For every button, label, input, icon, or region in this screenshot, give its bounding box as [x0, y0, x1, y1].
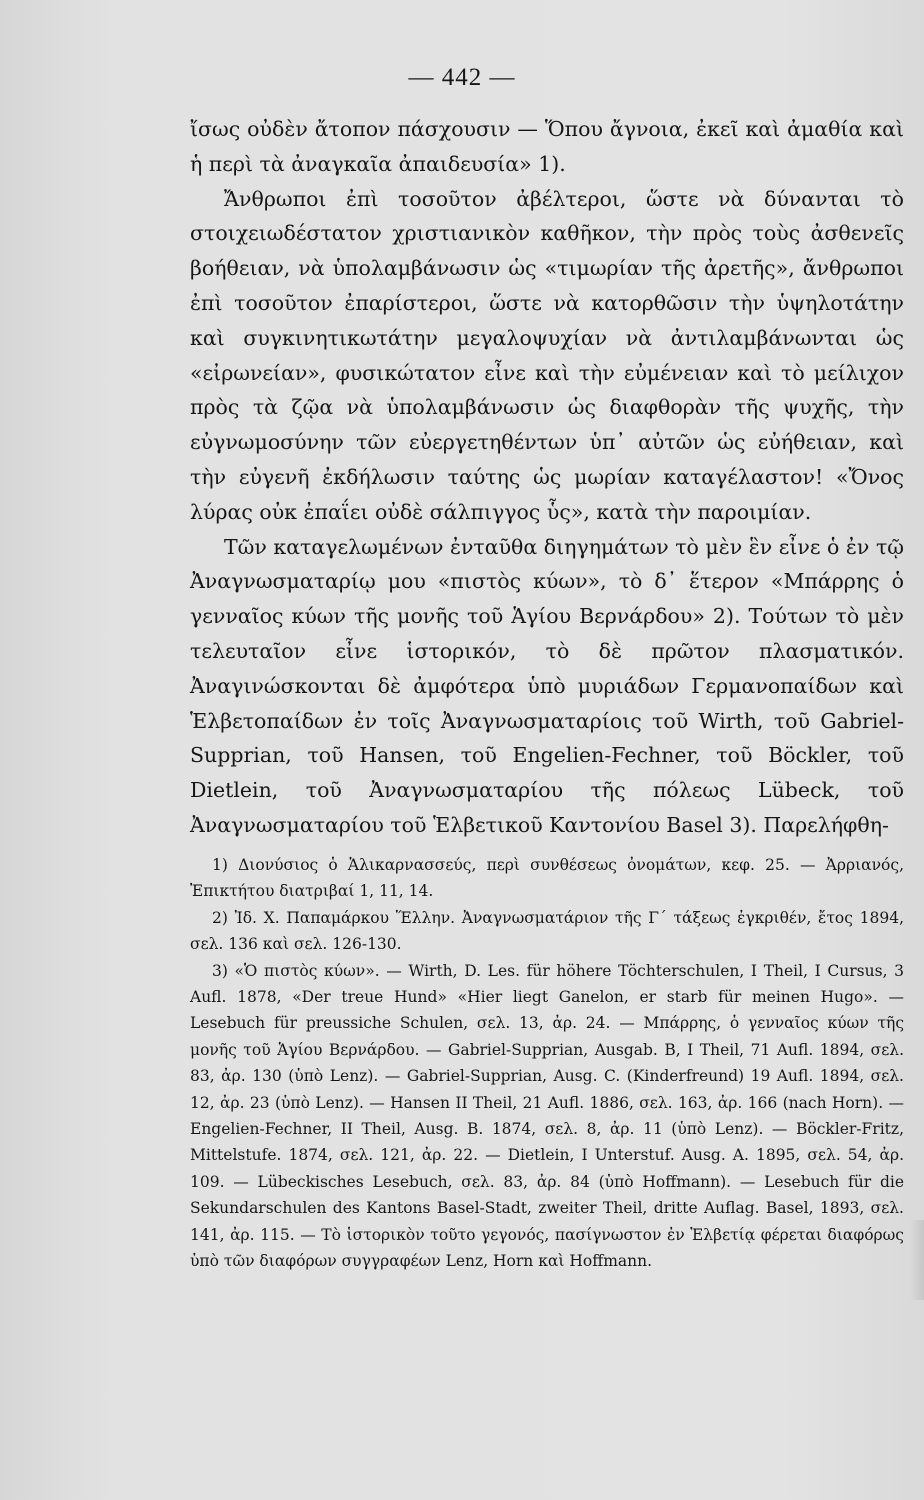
page-edge-stain [910, 1220, 924, 1300]
page-number: — 442 — [408, 64, 516, 91]
footnote-1: 1) Διονύσιος ὁ Ἁλικαρνασσεύς, περὶ συνθέσεως ὀνομάτων, κεφ. 25. — Ἀρριανός, Ἐπικτήτου διατριβαί 1, 11, 14. [190, 856, 904, 901]
paragraph-3: Τῶν καταγελωμένων ἐνταῦθα διηγημάτων τὸ μὲν ἓν εἶνε ὁ ἐν τῷ Ἀναγνωσματαρίῳ μου «πιστὸς κύων», τὸ δ᾽ ἕτερον «Μπάρρης ὁ γενναῖος κύων τῆς μονῆς τοῦ Ἁγίου Βερνάρδου» 2). Τούτων τὸ μὲν τελευταῖον εἶνε ἱστορικόν, τὸ δὲ πρῶτον πλασματικόν. Ἀναγινώσκονται δὲ ἀμφότερα ὑπὸ μυριάδων Γερμανοπαίδων καὶ Ἑλβετοπαίδων ἐν τοῖς Ἀναγνωσματαρίοις τοῦ Wirth, τοῦ Gabriel-Supprian, τοῦ Hansen, τοῦ Engelien-Fechner, τοῦ Böckler, τοῦ Dietlein, τοῦ Ἀναγνωσματαρίου τῆς πόλεως Lübeck, τοῦ Ἀναγνωσματαρίου τοῦ Ἑλβετικοῦ Καντονίου Basel 3). Παρελήφθη- [190, 534, 904, 837]
paragraph-1: ἴσως οὐδὲν ἄτοπον πάσχουσιν — Ὅπου ἄγνοια, ἐκεῖ καὶ ἀμαθία καὶ ἡ περὶ τὰ ἀναγκαῖα ἀπαιδευσία» 1). [190, 117, 904, 176]
paragraph-2: Ἄνθρωποι ἐπὶ τοσοῦτον ἀβέλτεροι, ὥστε νὰ δύνανται τὸ στοιχειωδέστατον χριστιανικὸν καθῆκον, τὴν πρὸς τοὺς ἀσθενεῖς βοήθειαν, νὰ ὑπολαμβάνωσιν ὡς «τιμωρίαν τῆς ἀρετῆς», ἄνθρωποι ἐπὶ τοσοῦτον ἐπαρίστεροι, ὥστε νὰ κατορθῶσιν τὴν ὑψηλοτάτην καὶ συγκινητικωτάτην μεγαλοψυχίαν νὰ ἀντιλαμβάνωνται ὡς «εἰρωνείαν», φυσικώτατον εἶνε καὶ τὴν εὐμένειαν καὶ τὸ μείλιχον πρὸς τὰ ζῷα νὰ ὑπολαμβάνωσιν ὡς διαφθορὰν τῆς ψυχῆς, τὴν εὐγνωμοσύνην τῶν εὐεργετηθέντων ὑπ᾽ αὐτῶν ὡς εὐήθειαν, καὶ τὴν εὐγενῆ ἐκδήλωσιν ταύτης ὡς μωρίαν καταγέλαστον! «Ὄνος λύρας οὐκ ἐπαΐει οὐδὲ σάλπιγγος ὗς», κατὰ τὴν παροιμίαν. [190, 186, 904, 524]
main-text [190, 112, 904, 843]
footnotes [190, 852, 904, 1275]
footnote-2: 2) Ἰδ. Χ. Παπαμάρκου Ἕλλην. Ἀναγνωσματάριον τῆς Γ´ τάξεως ἐγκριθέν, ἔτος 1894, σελ. 136 καὶ σελ. 126-130. [190, 908, 904, 954]
footnote-3: 3) «Ὁ πιστὸς κύων». — Wirth, D. Les. für höhere Töchterschulen, I Theil, I Cursus, 3 Aufl. 1878, «Der treue Hund» «Hier liegt Ganelon, er starb für meinen Hugo». — Lesebuch für preussiche Schulen, σελ. 13, ἀρ. 24. — Μπάρρης, ὁ γενναῖος κύων τῆς μονῆς τοῦ Ἁγίου Βερνάρδου. — Gabriel-Supprian, Ausgab. B, I Theil, 71 Aufl. 1894, σελ. 83, ἀρ. 130 (ὑπὸ Lenz). — Gabriel-Supprian, Ausg. C. (Kinderfreund) 19 Aufl. 1894, σελ. 12, ἀρ. 23 (ὑπὸ Lenz). — Hansen II Theil, 21 Aufl. 1886, σελ. 163, ἀρ. 166 (nach Horn). — Engelien-Fechner, II Theil, Ausg. B. 1874, σελ. 8, ἀρ. 11 (ὑπὸ Lenz). — Böckler-Fritz, Mittelstufe. 1874, σελ. 121, ἀρ. 22. — Dietlein, I Unterstuf. Ausg. A. 1895, σελ. 54, ἀρ. 109. — Lübeckisches Lesebuch, σελ. 83, ἀρ. 84 (ὑπὸ Hoffmann). — Lesebuch für die Sekundarschulen des Kantons Basel-Stadt, zweiter Theil, dritte Auflag. Basel, 1893, σελ. 141, ἀρ. 115. — Τὸ ἱστορικὸν τοῦτο γεγονός, πασίγνωστον ἐν Ἑλβετίᾳ φέρεται διαφόρως ὑπὸ τῶν διαφόρων συγγραφέων Lenz, Horn καὶ Hoffmann. [190, 961, 904, 1271]
